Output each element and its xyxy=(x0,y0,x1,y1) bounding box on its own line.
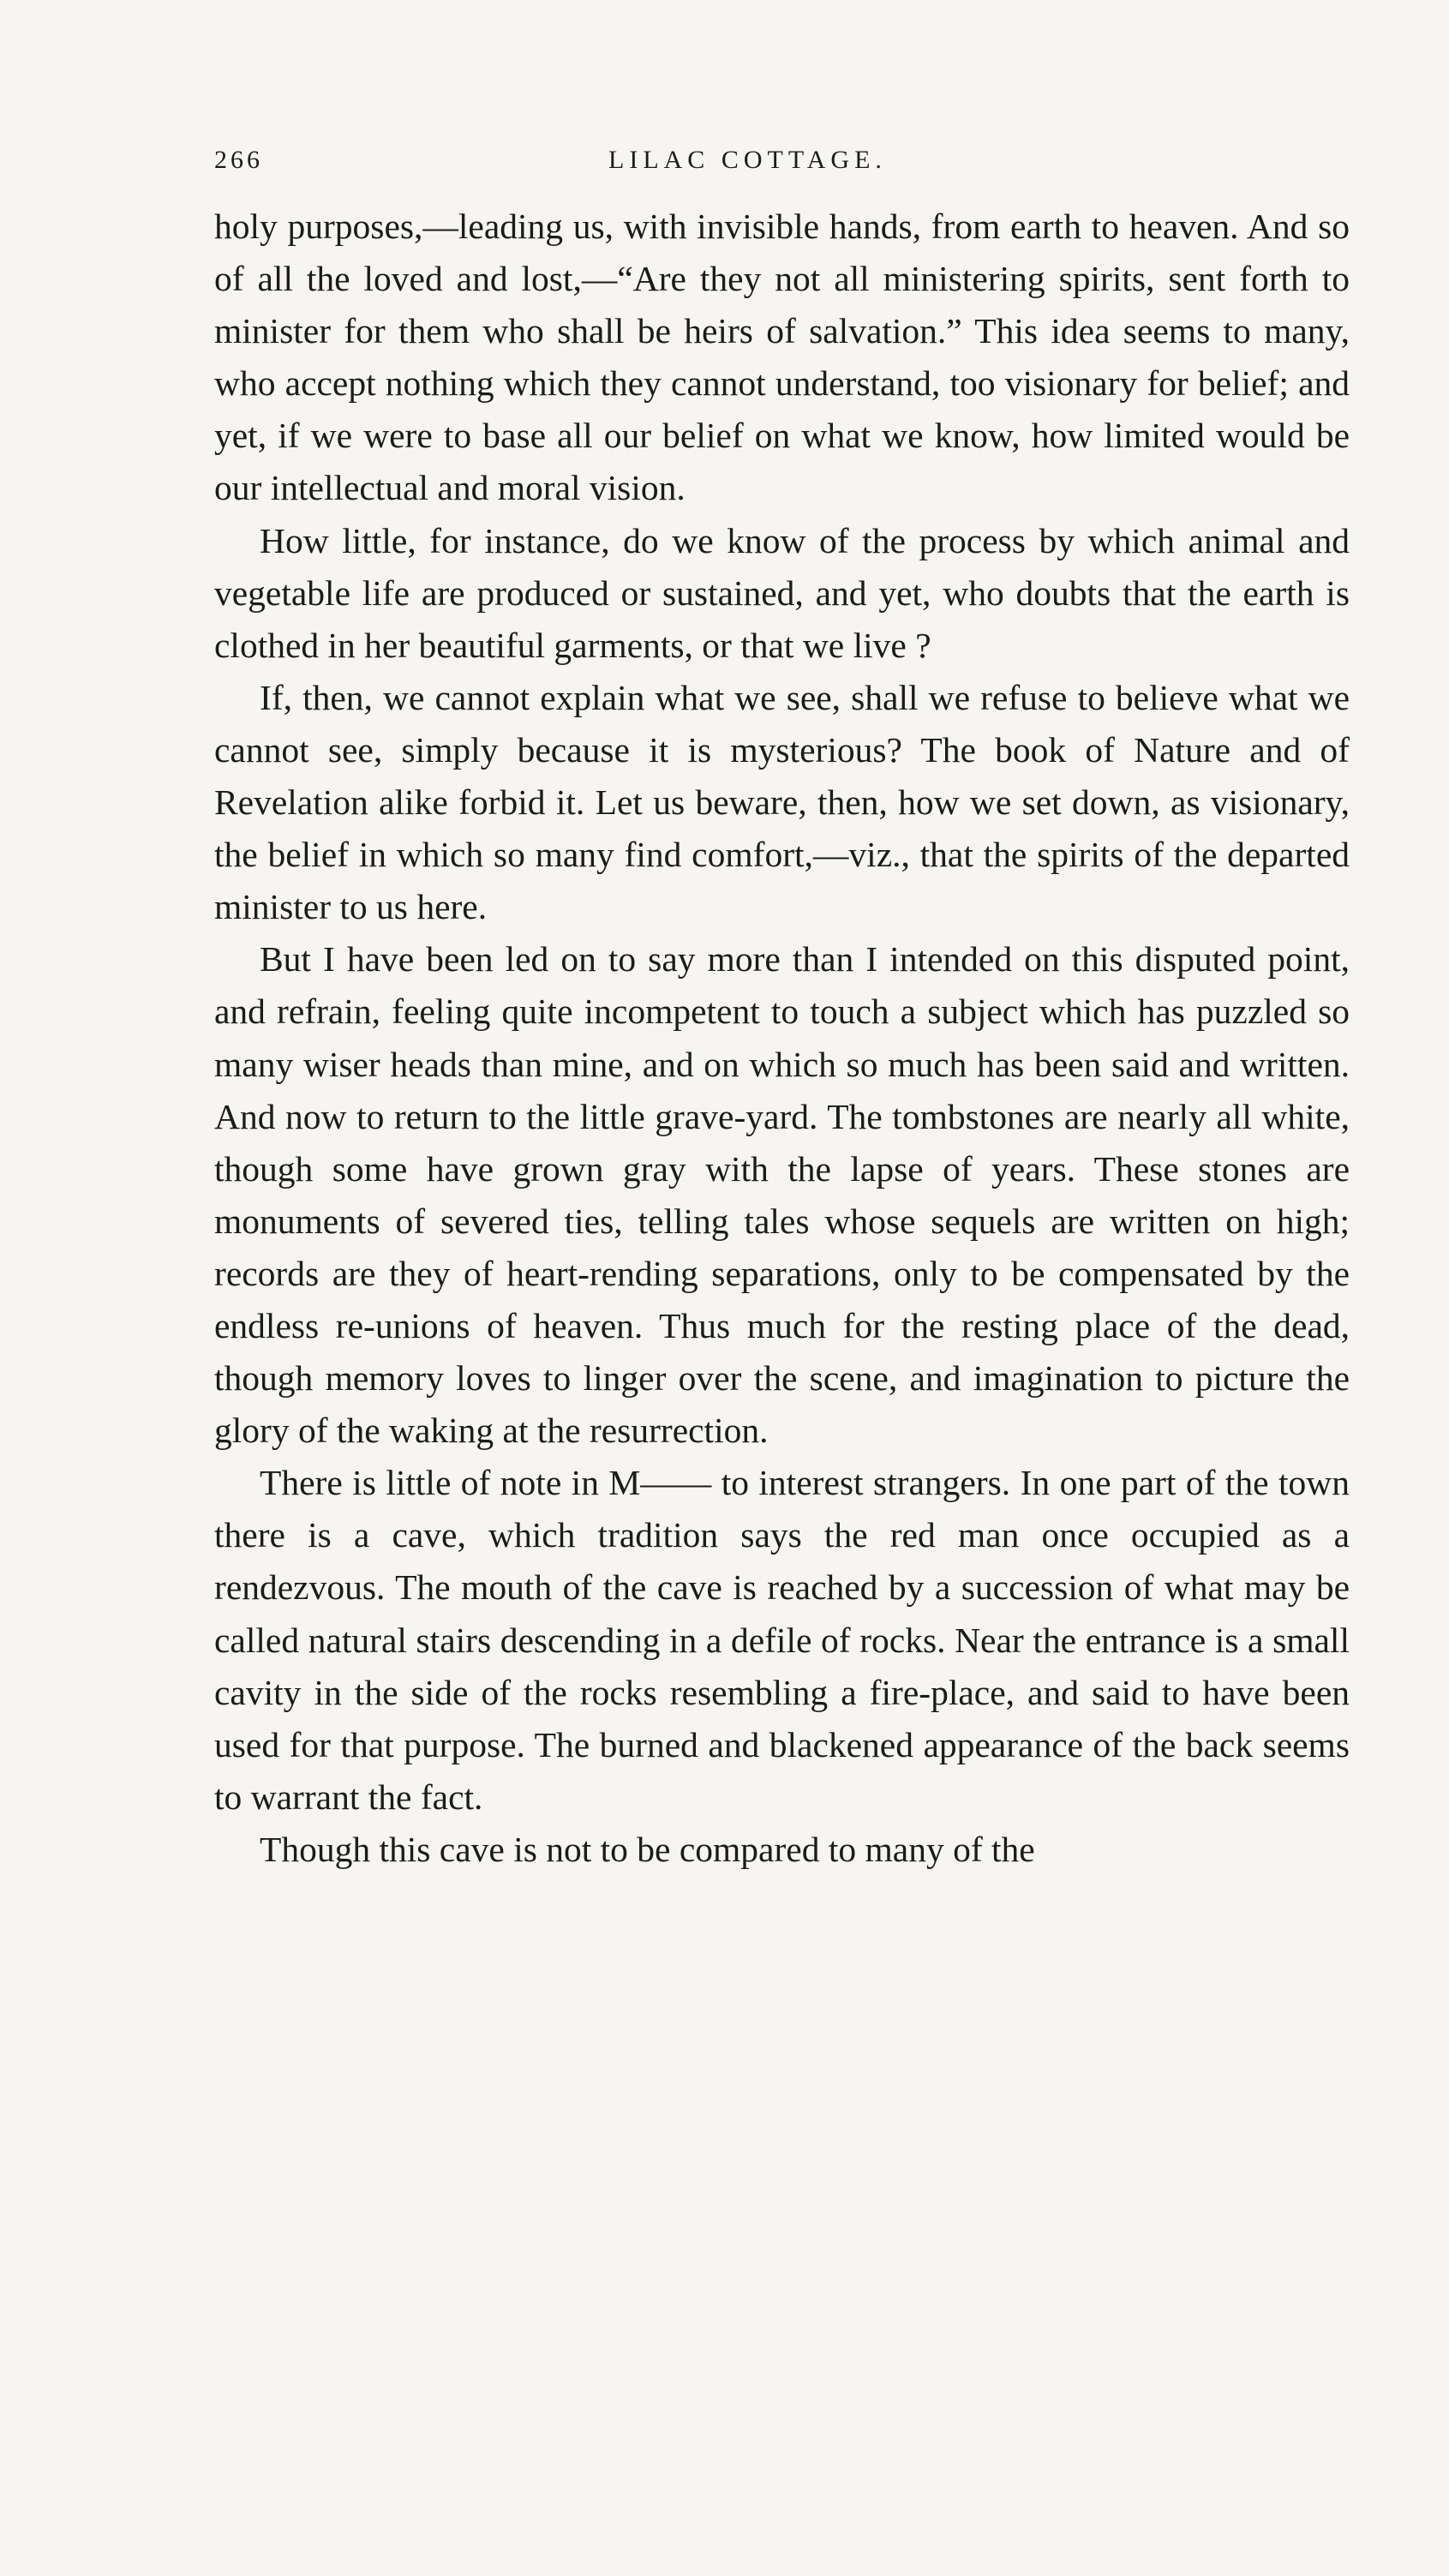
body-text xyxy=(214,201,1350,1876)
paragraph-6: Though this cave is not to be compared to many of the xyxy=(260,1829,1035,1869)
page-header xyxy=(214,146,1350,201)
book-page xyxy=(214,146,1350,1876)
running-title: LILAC COTTAGE. xyxy=(608,146,887,174)
page-number: 266 xyxy=(214,146,263,174)
paragraph-3: If, then, we cannot explain what we see, shall we refuse to believe what we cannot see, simply because it is mysterious? The book of Nature and of Revelation alike forbid it. Let us beware, then, how we set down, as visionary, the belief in which so many find comfort,—viz., that the spirits of the departed minister to us here. xyxy=(214,677,1350,927)
paragraph-2: How little, for instance, do we know of the process by which animal and vegetable life are produced or sustained, and yet, who doubts that the earth is clothed in her beautiful garments, or that we live ? xyxy=(214,520,1350,665)
paragraph-1: holy purposes,—leading us, with invisible hands, from earth to heaven. And so of all the loved and lost,—“Are they not all ministering spirits, sent forth to minister for them who shall be heirs of salvation.” This idea seems to many, who accept nothing which they cannot understand, too visionary for belief; and yet, if we were to base all our belief on what we know, how limited would be our intellectual and moral vision. xyxy=(214,207,1350,508)
paragraph-5: There is little of note in M—— to interest strangers. In one part of the town there is a cave, which tradition says the red man once occupied as a rendezvous. The mouth of the cave is reached by a succession of what may be called natural stairs descending in a defile of rocks. Near the entrance is a small cavity in the side of the rocks resembling a fire-place, and said to have been used for that purpose. The burned and blackened appearance of the back seems to warrant the fact. xyxy=(214,1463,1350,1817)
paragraph-4: But I have been led on to say more than I intended on this disputed point, and refrain, feeling quite incompetent to touch a subject which has puzzled so many wiser heads than mine, and on which so much has been said and written. And now to return to the little grave-yard. The tombstones are nearly all white, though some have grown gray with the lapse of years. These stones are monuments of severed ties, telling tales whose sequels are written on high; records are they of heart-rending separations, only to be compensated by the endless re-unions of heaven. Thus much for the resting place of the dead, though memory loves to linger over the scene, and imagination to picture the glory of the waking at the resurrection. xyxy=(214,939,1350,1451)
